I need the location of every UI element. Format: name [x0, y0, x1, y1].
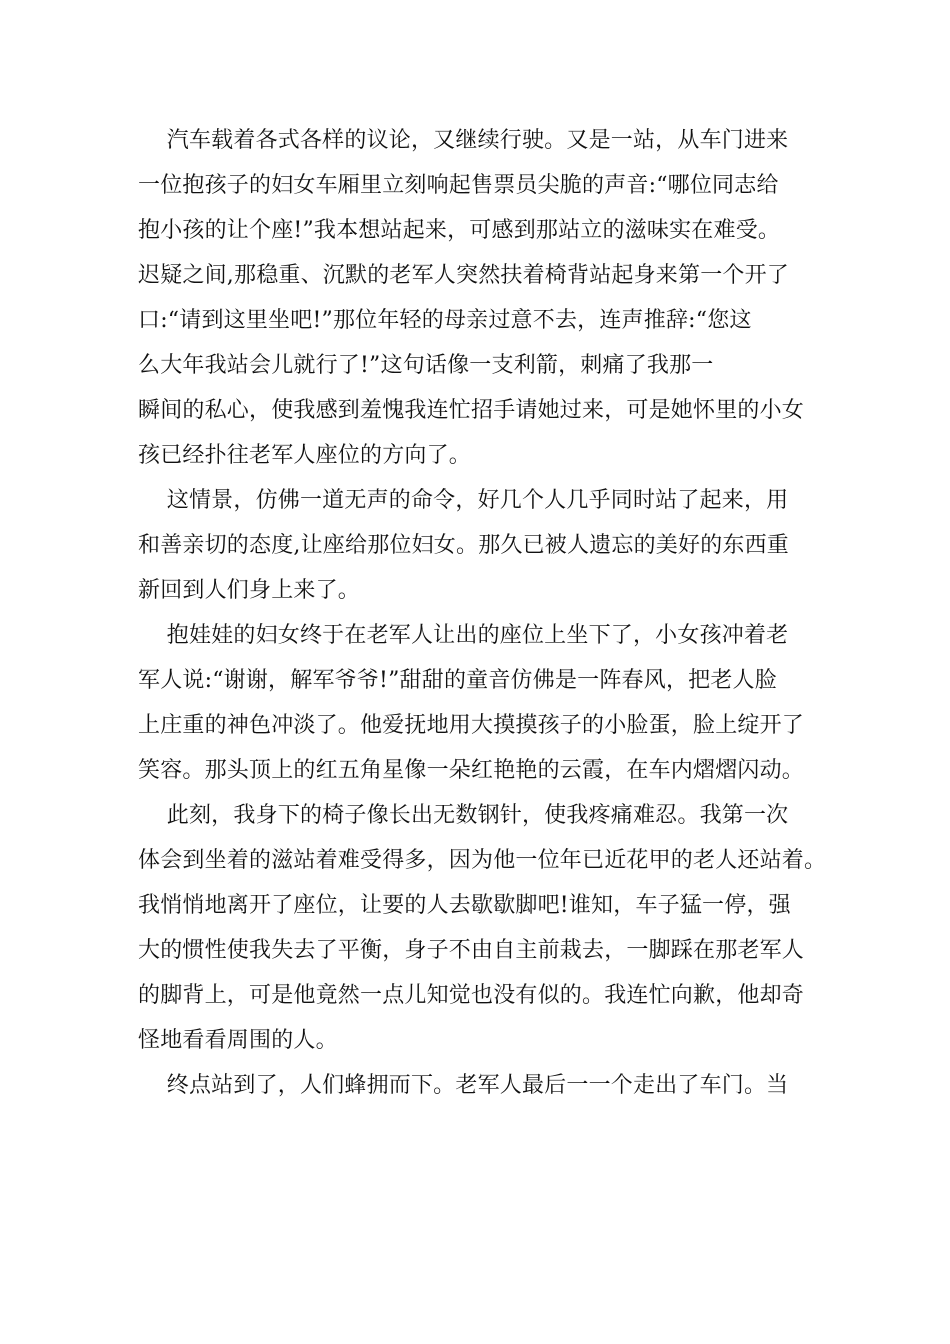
text-line: 终点站到了，人们蜂拥而下。老军人最后一一个走出了车门。当: [138, 1073, 789, 1098]
text-line: 瞬间的私心，使我感到羞愧我连忙招手请她过来，可是她怀里的小女: [138, 398, 805, 423]
text-line: 新回到人们身上来了。: [138, 578, 361, 603]
text-line: 么大年我站会儿就行了!”这句话像一支利箭，刺痛了我那一: [138, 353, 714, 378]
text-line: 口:“请到这里坐吧!”那位年轻的母亲过意不去，连声推辞:“您这: [138, 308, 752, 333]
text-line: 汽车载着各式各样的议论，又继续行驶。又是一站，从车门进来: [138, 128, 789, 153]
text-line: 怪地看看周围的人。: [138, 1028, 338, 1053]
text-line: 抱娃娃的妇女终于在老军人让出的座位上坐下了，小女孩冲着老: [138, 623, 789, 648]
text-line: 孩已经扑往老军人座位的方向了。: [138, 443, 472, 468]
text-line: 笑容。那头顶上的红五角星像一朵红艳艳的云霞，在车内熠熠闪动。: [138, 758, 805, 783]
text-line: 我悄悄地离开了座位，让要的人去歇歇脚吧!谁知，车子猛一停，强: [138, 893, 791, 918]
text-line: 军人说:“谢谢，解军爷爷!”甜甜的童音仿佛是一阵春风，把老人脸: [138, 668, 777, 693]
text-line: 和善亲切的态度,让座给那位妇女。那久已被人遗忘的美好的东西重: [138, 533, 789, 558]
text-line: 抱小孩的让个座!”我本想站起来，可感到那站立的滋味实在难受。: [138, 218, 781, 243]
text-line: 的脚背上，可是他竟然一点儿知觉也没有似的。我连忙向歉，他却奇: [138, 983, 805, 1008]
text-line: 一位抱孩子的妇女车厢里立刻响起售票员尖脆的声音:“哪位同志给: [138, 173, 779, 198]
text-line: 大的惯性使我失去了平衡，身子不由自主前栽去，一脚踩在那老军人: [138, 938, 805, 963]
text-line: 这情景，仿佛一道无声的命令，好几个人几乎同时站了起来，用: [138, 488, 789, 513]
body-text: [138, 118, 838, 1108]
text-line: 迟疑之间,那稳重、沉默的老军人突然扶着椅背站起身来第一个开了: [138, 263, 789, 288]
text-line: 体会到坐着的滋站着难受得多，因为他一位年已近花甲的老人还站着。: [138, 848, 827, 873]
text-line: 上庄重的神色冲淡了。他爱抚地用大摸摸孩子的小脸蛋，脸上绽开了: [138, 713, 805, 738]
text-line: 此刻，我身下的椅子像长出无数钢针，使我疼痛难忍。我第一次: [138, 803, 789, 828]
